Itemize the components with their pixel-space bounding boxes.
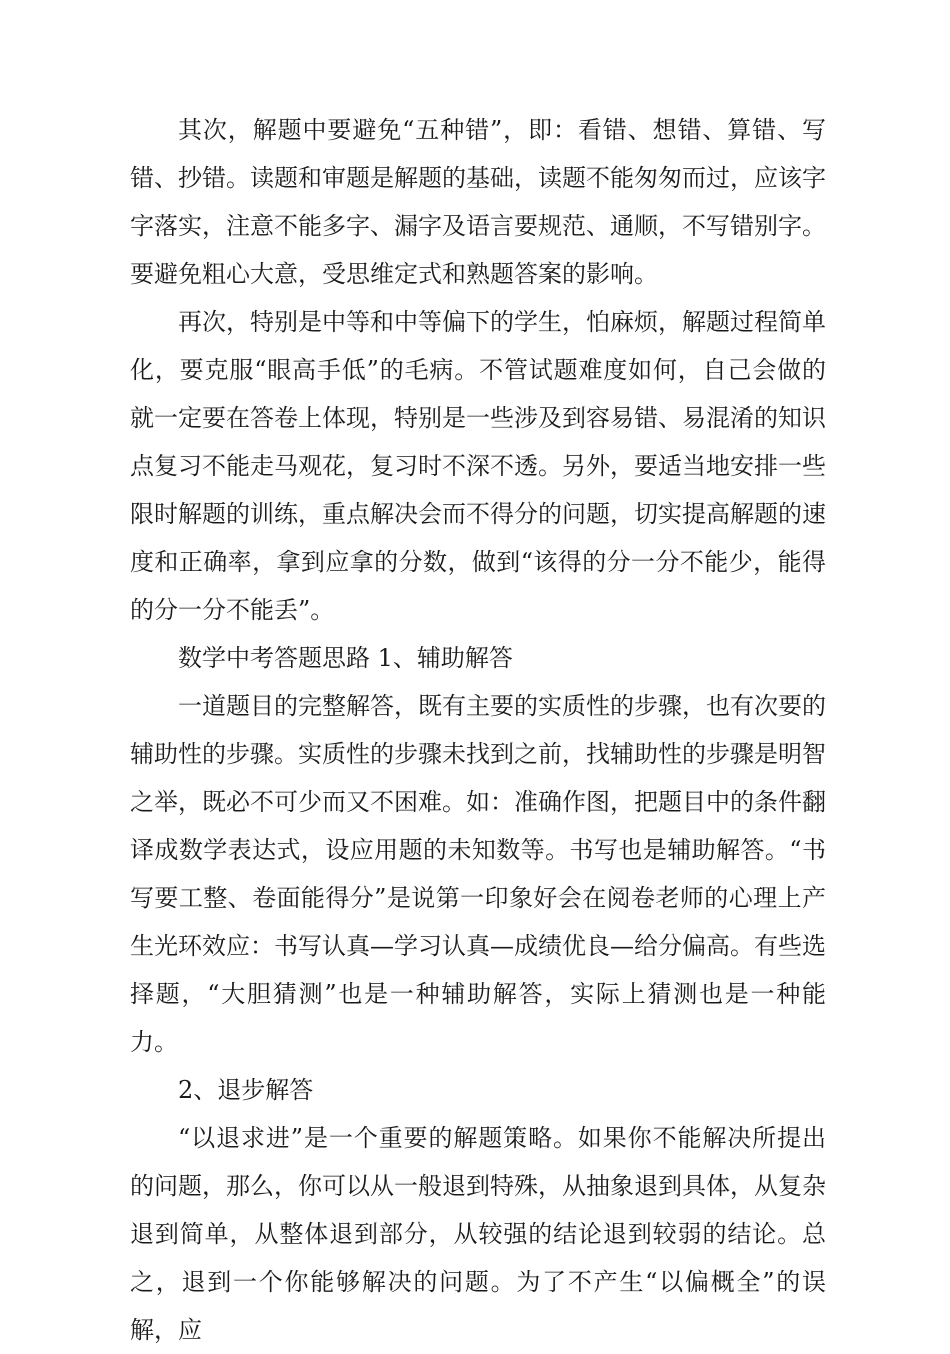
paragraph-auxiliary-solution: 一道题目的完整解答，既有主要的实质性的步骤，也有次要的辅助性的步骤。实质性的步骤未找到之前，找辅助性的步骤是明智之举，既必不可少而又不困难。如：准确作图，把题目中的条件翻译成数学表达式，设应用题的未知数等。书写也是辅助解答。“书写要工整、卷面能得分”是说第一印象好会在阅卷老师的心理上产生光环效应：书写认真—学习认真—成绩优良—给分偏高。有些选择题，“大胆猜测”也是一种辅助解答，实际上猜测也是一种能力。: [130, 692, 826, 1056]
document-body: [130, 106, 826, 1354]
paragraph-step-back-solution: “以退求进”是一个重要的解题策略。如果你不能解决所提出的问题，那么，你可以从一般退到特殊，从抽象退到具体，从复杂退到简单，从整体退到部分，从较强的结论退到较弱的结论。总之，退到一个你能够解决的问题。为了不产生“以偏概全”的误解，应: [130, 1124, 826, 1344]
paragraph-avoid-five-errors: 其次，解题中要避免“五种错”，即：看错、想错、算错、写错、抄错。读题和审题是解题的基础，读题不能匆匆而过，应该字字落实，注意不能多字、漏字及语言要规范、通顺，不写错别字。要避免粗心大意，受思维定式和熟题答案的影响。: [130, 116, 826, 288]
paragraph-overcome-carelessness: 再次，特别是中等和中等偏下的学生，怕麻烦，解题过程简单化，要克服“眼高手低”的毛病。不管试题难度如何，自己会做的就一定要在答卷上体现，特别是一些涉及到容易错、易混淆的知识点复习不能走马观花，复习时不深不透。另外，要适当地安排一些限时解题的训练，重点解决会而不得分的问题，切实提高解题的速度和正确率，拿到应拿的分数，做到“该得的分一分不能少，能得的分一分不能丢”。: [130, 308, 826, 624]
section-heading-auxiliary-solution: 数学中考答题思路 1、辅助解答: [178, 644, 513, 672]
section-heading-step-back-solution: 2、退步解答: [178, 1076, 314, 1104]
